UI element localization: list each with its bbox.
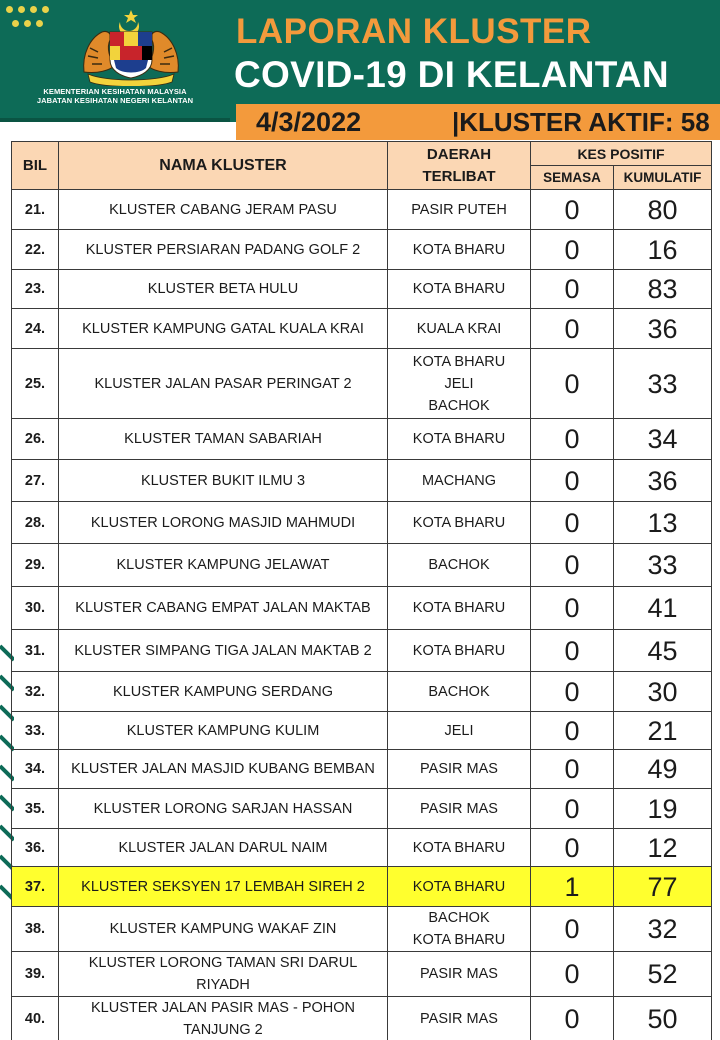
daerah-line: PASIR MAS	[420, 800, 498, 817]
coat-of-arms-icon	[76, 8, 186, 86]
report-title: LAPORAN KLUSTER	[236, 12, 592, 51]
daerah-line: KOTA BHARU	[412, 839, 506, 856]
cell-kumulatif: 77	[614, 867, 712, 907]
cluster-table	[11, 141, 712, 1040]
cell-kumulatif: 32	[614, 907, 712, 952]
ministry-line-1: KEMENTERIAN KESIHATAN MALAYSIA	[43, 87, 187, 96]
cell-kumulatif: 36	[614, 460, 712, 502]
cell-daerah	[388, 190, 531, 230]
cell-bil: 31.	[12, 630, 59, 672]
cell-kumulatif: 16	[614, 230, 712, 270]
cell-bil: 28.	[12, 502, 59, 544]
cell-daerah	[388, 829, 531, 867]
cell-semasa: 0	[531, 907, 614, 952]
report-subtitle: COVID-19 DI KELANTAN	[234, 54, 669, 95]
ministry-line-2: JABATAN KESIHATAN NEGERI KELANTAN	[36, 96, 194, 105]
ministry-name	[10, 87, 220, 105]
cell-nama-kluster: KLUSTER BETA HULU	[59, 270, 388, 309]
decorative-dots	[4, 4, 52, 34]
table-row	[12, 544, 712, 587]
cell-kumulatif: 36	[614, 309, 712, 349]
cell-nama-kluster: KLUSTER LORONG MASJID MAHMUDI	[59, 502, 388, 544]
table-row	[12, 230, 712, 270]
cell-kumulatif: 34	[614, 419, 712, 460]
table-row	[12, 630, 712, 672]
cell-kumulatif: 45	[614, 630, 712, 672]
cell-nama-kluster: KLUSTER CABANG EMPAT JALAN MAKTAB	[59, 587, 388, 630]
table-row	[12, 190, 712, 230]
cell-nama-kluster: KLUSTER KAMPUNG JELAWAT	[59, 544, 388, 587]
cell-semasa: 0	[531, 750, 614, 789]
cell-semasa: 0	[531, 190, 614, 230]
cell-semasa: 0	[531, 270, 614, 309]
cluster-table-body	[12, 190, 712, 1040]
daerah-line: MACHANG	[421, 472, 497, 489]
cell-semasa: 0	[531, 997, 614, 1040]
cell-daerah	[388, 672, 531, 712]
table-row	[12, 270, 712, 309]
cell-bil: 21.	[12, 190, 59, 230]
cell-daerah	[388, 349, 531, 419]
cell-bil: 26.	[12, 419, 59, 460]
column-header-nama-kluster: NAMA KLUSTER	[59, 142, 388, 190]
cell-daerah	[388, 419, 531, 460]
cell-bil: 22.	[12, 230, 59, 270]
cell-kumulatif: 30	[614, 672, 712, 712]
table-row	[12, 309, 712, 349]
table-row	[12, 789, 712, 829]
cell-daerah	[388, 867, 531, 907]
cell-semasa: 0	[531, 672, 614, 712]
column-header-daerah	[388, 142, 531, 190]
cell-daerah	[388, 712, 531, 750]
daerah-line: KUALA KRAI	[416, 320, 502, 337]
cell-semasa: 0	[531, 789, 614, 829]
daerah-line: KOTA BHARU	[412, 600, 506, 616]
cell-kumulatif: 33	[614, 349, 712, 419]
table-row	[12, 349, 712, 419]
cell-bil: 33.	[12, 712, 59, 750]
table-row	[12, 952, 712, 997]
cell-bil: 35.	[12, 789, 59, 829]
cell-daerah	[388, 952, 531, 997]
daerah-line: PASIR PUTEH	[411, 201, 507, 218]
cell-daerah	[388, 587, 531, 630]
cell-semasa: 0	[531, 460, 614, 502]
daerah-line: KOTA BHARU	[412, 281, 506, 297]
cell-bil: 27.	[12, 460, 59, 502]
report-date: 4/3/2022	[256, 107, 362, 137]
cell-daerah	[388, 502, 531, 544]
cell-semasa: 0	[531, 502, 614, 544]
cell-semasa: 0	[531, 349, 614, 419]
column-header-bil: BIL	[12, 142, 59, 190]
table-row	[12, 419, 712, 460]
cell-kumulatif: 21	[614, 712, 712, 750]
table-row	[12, 502, 712, 544]
daerah-line: KOTA BHARU	[412, 932, 506, 948]
cell-daerah	[388, 230, 531, 270]
daerah-line: BACHOK	[428, 910, 490, 926]
cell-daerah	[388, 789, 531, 829]
daerah-line: BACHOK	[428, 683, 490, 700]
cell-daerah	[388, 907, 531, 952]
cell-nama-kluster: KLUSTER TAMAN SABARIAH	[59, 419, 388, 460]
daerah-line: PASIR MAS	[420, 761, 498, 777]
cell-nama-kluster: KLUSTER KAMPUNG GATAL KUALA KRAI	[59, 309, 388, 349]
cell-kumulatif: 33	[614, 544, 712, 587]
daerah-line: PASIR MAS	[420, 966, 498, 982]
table-row	[12, 672, 712, 712]
column-header-kes-positif: KES POSITIF	[531, 142, 712, 166]
cell-daerah	[388, 460, 531, 502]
table-row	[12, 829, 712, 867]
table-row	[12, 997, 712, 1040]
column-header-daerah-line-2: TERLIBAT	[422, 167, 496, 185]
cell-bil: 39.	[12, 952, 59, 997]
cell-bil: 24.	[12, 309, 59, 349]
cell-semasa: 0	[531, 952, 614, 997]
cell-semasa: 0	[531, 587, 614, 630]
cell-bil: 37.	[12, 867, 59, 907]
cell-kumulatif: 19	[614, 789, 712, 829]
table-row	[12, 460, 712, 502]
active-cluster-count: |KLUSTER AKTIF: 58	[452, 107, 710, 137]
daerah-line: KOTA BHARU	[412, 642, 506, 659]
daerah-line: JELI	[444, 722, 474, 739]
daerah-line: PASIR MAS	[420, 1011, 498, 1027]
table-row	[12, 867, 712, 907]
cell-nama-kluster: KLUSTER SEKSYEN 17 LEMBAH SIREH 2	[59, 867, 388, 907]
cell-daerah	[388, 544, 531, 587]
cell-bil: 23.	[12, 270, 59, 309]
cell-nama-kluster: KLUSTER JALAN PASIR MAS - POHON TANJUNG 2	[59, 997, 388, 1040]
daerah-line: BACHOK	[428, 557, 490, 573]
column-header-kumulatif: KUMULATIF	[614, 166, 712, 190]
cell-kumulatif: 52	[614, 952, 712, 997]
column-header-daerah-line-1: DAERAH	[426, 145, 492, 163]
cell-nama-kluster: KLUSTER CABANG JERAM PASU	[59, 190, 388, 230]
cell-bil: 30.	[12, 587, 59, 630]
cell-bil: 25.	[12, 349, 59, 419]
header-divider	[0, 118, 230, 122]
cell-bil: 29.	[12, 544, 59, 587]
table-row	[12, 712, 712, 750]
cell-daerah	[388, 270, 531, 309]
daerah-line: KOTA BHARU	[412, 878, 506, 895]
cell-bil: 38.	[12, 907, 59, 952]
cell-daerah	[388, 309, 531, 349]
daerah-line: JELI	[444, 375, 474, 392]
cell-semasa: 0	[531, 712, 614, 750]
cell-kumulatif: 83	[614, 270, 712, 309]
cell-bil: 40.	[12, 997, 59, 1040]
cell-nama-kluster: KLUSTER KAMPUNG WAKAF ZIN	[59, 907, 388, 952]
cell-kumulatif: 50	[614, 997, 712, 1040]
cell-nama-kluster: KLUSTER SIMPANG TIGA JALAN MAKTAB 2	[59, 630, 388, 672]
cell-nama-kluster: KLUSTER JALAN PASAR PERINGAT 2	[59, 349, 388, 419]
cell-nama-kluster: KLUSTER KAMPUNG SERDANG	[59, 672, 388, 712]
cell-kumulatif: 80	[614, 190, 712, 230]
cell-nama-kluster: KLUSTER LORONG SARJAN HASSAN	[59, 789, 388, 829]
cell-semasa: 1	[531, 867, 614, 907]
cell-semasa: 0	[531, 230, 614, 270]
daerah-line: KOTA BHARU	[412, 514, 506, 531]
column-header-semasa: SEMASA	[531, 166, 614, 190]
daerah-line: KOTA BHARU	[412, 431, 506, 447]
cell-nama-kluster: KLUSTER JALAN DARUL NAIM	[59, 829, 388, 867]
table-row	[12, 587, 712, 630]
cell-semasa: 0	[531, 630, 614, 672]
cell-semasa: 0	[531, 544, 614, 587]
cell-kumulatif: 49	[614, 750, 712, 789]
cell-nama-kluster: KLUSTER PERSIARAN PADANG GOLF 2	[59, 230, 388, 270]
cell-daerah	[388, 997, 531, 1040]
cell-semasa: 0	[531, 829, 614, 867]
cell-bil: 34.	[12, 750, 59, 789]
cell-nama-kluster: KLUSTER JALAN MASJID KUBANG BEMBAN	[59, 750, 388, 789]
cell-bil: 36.	[12, 829, 59, 867]
cell-kumulatif: 12	[614, 829, 712, 867]
cell-kumulatif: 13	[614, 502, 712, 544]
cell-nama-kluster: KLUSTER LORONG TAMAN SRI DARUL RIYADH	[59, 952, 388, 997]
cell-daerah	[388, 750, 531, 789]
table-row	[12, 750, 712, 789]
cell-semasa: 0	[531, 419, 614, 460]
cell-nama-kluster: KLUSTER BUKIT ILMU 3	[59, 460, 388, 502]
cell-kumulatif: 41	[614, 587, 712, 630]
daerah-line: KOTA BHARU	[412, 241, 506, 258]
cell-daerah	[388, 630, 531, 672]
cell-bil: 32.	[12, 672, 59, 712]
cell-semasa: 0	[531, 309, 614, 349]
daerah-line: KOTA BHARU	[412, 353, 506, 370]
daerah-line: BACHOK	[428, 397, 490, 414]
cell-nama-kluster: KLUSTER KAMPUNG KULIM	[59, 712, 388, 750]
table-row	[12, 907, 712, 952]
